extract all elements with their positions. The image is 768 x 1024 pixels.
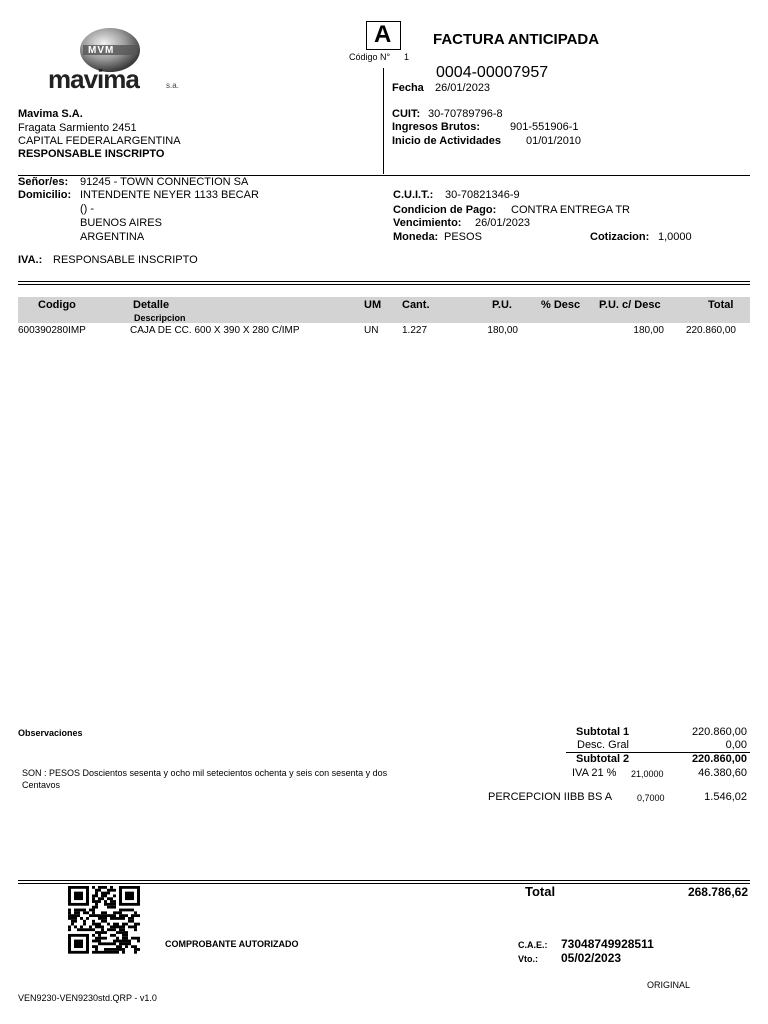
moneda-value: PESOS [444, 231, 482, 243]
logo-badge: MVM [88, 45, 115, 56]
header-separator [383, 68, 384, 174]
son-text: SON : PESOS Doscientos sesenta y ocho mil setecientos ochenta y seis con sesenta y dos [22, 768, 388, 778]
fecha-label: Fecha [392, 82, 424, 94]
codigo-label: Código N° [349, 52, 391, 62]
col-pu: P.U. [492, 299, 512, 311]
invoice-letter: A [374, 21, 392, 48]
total-value: 268.786,62 [687, 885, 748, 899]
cae-value: 73048749928511 [561, 937, 654, 951]
col-total: Total [708, 299, 734, 311]
domicilio-label: Domicilio: [18, 189, 72, 201]
cell-puc: 180,00 [633, 325, 664, 336]
cell-detalle: CAJA DE CC. 600 X 390 X 280 C/IMP [130, 325, 300, 336]
company-inicio-label: Inicio de Actividades [392, 135, 502, 147]
cell-total: 220.860,00 [685, 325, 736, 336]
company-ib-label: Ingresos Brutos: [392, 121, 481, 133]
total-label: Total [525, 884, 556, 899]
iva-label: IVA.: [18, 254, 43, 266]
senor-label: Señor/es: [18, 176, 69, 188]
fecha-value: 26/01/2023 [435, 82, 491, 94]
col-cant: Cant. [402, 299, 430, 311]
subtotal2-label: Subtotal 2 [576, 753, 630, 765]
comprobante-autorizado: COMPROBANTE AUTORIZADO [165, 939, 299, 949]
perc-rate: 0,7000 [637, 793, 665, 803]
descgral-value: 0,00 [725, 739, 747, 751]
col-detalle: Detalle [133, 299, 170, 311]
company-address: Fragata Sarmiento 2451 [18, 122, 137, 134]
divider-total-2 [18, 883, 750, 884]
perc-value: 1.546,02 [704, 791, 747, 803]
cell-um: UN [364, 325, 379, 336]
cotiz-value: 1,0000 [658, 231, 692, 243]
cell-codigo: 600390280IMP [18, 325, 86, 336]
col-um: UM [364, 299, 382, 311]
son-text-2: Centavos [22, 780, 61, 790]
venc-value: 26/01/2023 [475, 217, 531, 229]
company-cuit-value: 30-70789796-8 [428, 108, 503, 120]
divider-total-1 [18, 880, 750, 881]
company-inicio-value: 01/01/2010 [526, 135, 582, 147]
vto-value: 05/02/2023 [561, 951, 622, 965]
invoice-number: 0004-00007957 [436, 64, 549, 81]
cell-pu: 180,00 [487, 325, 518, 336]
company-condition: RESPONSABLE INSCRIPTO [18, 148, 165, 160]
pago-label: Condicion de Pago: [393, 204, 497, 216]
company-city: CAPITAL FEDERALARGENTINA [18, 135, 181, 147]
codigo-value: 1 [404, 52, 410, 62]
descgral-label: Desc. Gral [577, 739, 629, 751]
client-cuit-label: C.U.I.T.: [393, 189, 434, 201]
iva-tax-label: IVA 21 % [572, 767, 617, 779]
original-label: ORIGINAL [647, 980, 691, 990]
client-cuit-value: 30-70821346-9 [445, 189, 520, 201]
senor-value: 91245 - TOWN CONNECTION SA [80, 176, 249, 188]
moneda-label: Moneda: [393, 231, 439, 243]
divider-client-2 [18, 284, 750, 285]
obs-label: Observaciones [18, 728, 83, 738]
subtotal2-value: 220.860,00 [691, 753, 747, 765]
company-ib-value: 901-551906-1 [510, 121, 579, 133]
domicilio-line1: INTENDENTE NEYER 1133 BECAR [80, 189, 259, 201]
cotiz-label: Cotizacion: [590, 231, 650, 243]
domicilio-line2: () - [80, 203, 95, 215]
invoice-title: FACTURA ANTICIPADA [433, 31, 600, 48]
divider-client-1 [18, 281, 750, 282]
col-desc: % Desc [541, 299, 581, 311]
subtotal1-value: 220.860,00 [691, 726, 747, 738]
col-descripcion: Descripcion [134, 313, 186, 323]
company-cuit-label: CUIT: [392, 108, 421, 120]
iva-tax-value: 46.380,60 [698, 767, 747, 779]
company-name: Mavima S.A. [18, 108, 83, 120]
subtotal1-label: Subtotal 1 [576, 726, 630, 738]
col-codigo: Codigo [38, 299, 76, 311]
logo-suffix: s.a. [166, 81, 179, 90]
domicilio-line4: ARGENTINA [80, 231, 145, 243]
report-id: VEN9230-VEN9230std.QRP - v1.0 [18, 993, 157, 1003]
vto-label: Vto.: [518, 954, 538, 964]
iva-tax-rate: 21,0000 [631, 769, 664, 779]
col-puc: P.U. c/ Desc [599, 299, 661, 311]
logo-brand: mavima [48, 64, 139, 94]
iva-value: RESPONSABLE INSCRIPTO [53, 254, 198, 266]
qr-code [68, 886, 140, 954]
cae-label: C.A.E.: [518, 940, 548, 950]
domicilio-line3: BUENOS AIRES [80, 217, 162, 229]
pago-value: CONTRA ENTREGA TR [511, 204, 630, 216]
perc-label: PERCEPCION IIBB BS A [488, 791, 613, 803]
venc-label: Vencimiento: [393, 217, 462, 229]
cell-cant: 1.227 [402, 325, 428, 336]
